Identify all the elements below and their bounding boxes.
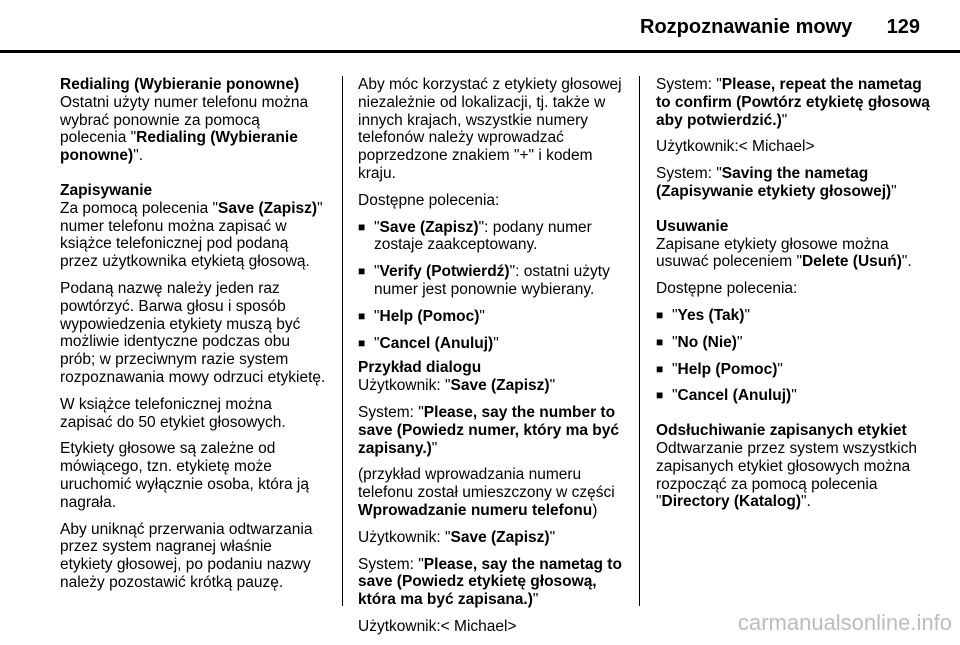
column-divider-2 (639, 76, 640, 606)
page-title: Rozpoznawanie mowy (640, 16, 853, 38)
list-item: ■ "Verify (Potwierdź)": ostatni użyty numer jest ponownie wybierany. (358, 263, 610, 298)
dialog-line: Użytkownik: "Save (Zapisz)" (358, 528, 556, 546)
save-heading: Zapisywanie (60, 181, 153, 199)
list-item: ■ "Save (Zapisz)": podany numer zostaje zaakceptowany. (358, 218, 592, 254)
watermark: carmanualsonline.info (737, 610, 952, 635)
column-divider-1 (342, 76, 343, 606)
example-heading: Przykład dialogu (358, 359, 482, 377)
listen-heading: Odsłuchiwanie zapisanych etykiet (656, 422, 907, 440)
column-2 (358, 76, 628, 645)
commands-label: Dostępne polecenia: (656, 280, 798, 298)
paragraph: Aby móc korzystać z etykiety głosowej niezależnie od lokalizacji, tj. także w innych krajach, wszystkie numery telefonów należy wprowadzać poprzedzone znakiem "+" i kodem kraju. (358, 76, 622, 182)
dialog-line: System: "Please, say the nametag to save (Powiedz etykietę głosową, która ma być zapisana.)" (358, 555, 622, 609)
bullet-icon: ■ (656, 334, 664, 349)
delete-heading: Usuwanie (656, 217, 729, 235)
redial-command: Redialing (Wybieranie ponowne) (60, 129, 298, 165)
column-3 (656, 76, 932, 520)
paragraph: Aby uniknąć przerwania odtwarzania przez system nagranej właśnie etykiety głosowej, po podaniu nazwy należy pozostawić krótką pauzę. (60, 520, 313, 591)
save-command: Save (Zapisz) (218, 199, 318, 217)
paragraph: Podaną nazwę należy jeden raz powtórzyć. Barwa głosu i sposób wypowiedzenia etykiety muszą być możliwie identyczne podczas obu prób; w przeciwnym razie system rozpoznawania mowy odrzuci etykietę. (60, 279, 326, 386)
dialog-note: (przykład wprowadzania numeru telefonu został umieszczony w części Wprowadzanie numeru telefonu) (358, 466, 615, 519)
dialog-example: Przykład dialogu Użytkownik: "Save (Zapisz)" (358, 359, 628, 395)
list-item: ■ "Yes (Tak)" (656, 306, 750, 324)
redial-text: Ostatni użyty numer telefonu można wybrać ponownie za pomocą polecenia " (60, 93, 309, 147)
dialog-line: Użytkownik:< Michael> (656, 138, 815, 156)
header-rule (0, 50, 960, 53)
bullet-icon: ■ (656, 361, 664, 376)
column-1 (60, 76, 328, 601)
bullet-icon: ■ (358, 308, 366, 323)
delete-command: Delete (Usuń) (801, 253, 902, 271)
directory-command: Directory (Katalog) (661, 493, 802, 511)
list-item: ■ "Help (Pomoc)" (358, 307, 485, 325)
list-item: ■ "No (Nie)" (656, 333, 743, 351)
dialog-line: System: "Please, say the number to save (Powiedz numer, który ma być zapisany.)" (358, 403, 620, 457)
list-item: ■ "Cancel (Anuluj)" (358, 334, 499, 352)
commands-label: Dostępne polecenia: (358, 191, 500, 209)
bullet-icon: ■ (358, 219, 366, 234)
list-item: ■ "Cancel (Anuluj)" (656, 387, 797, 405)
dialog-line: System: "Saving the nametag (Zapisywanie etykiety głosowej)" (656, 165, 897, 200)
bullet-icon: ■ (358, 264, 366, 279)
bullet-icon: ■ (656, 307, 664, 322)
paragraph: W książce telefonicznej można zapisać do 50 etykiet głosowych. (60, 395, 286, 431)
paragraph: Etykiety głosowe są zależne od mówiącego, tzn. etykietę może uruchomić wyłącznie osoba, która ją nagrała. (60, 440, 309, 511)
redial-section: Redialing (Wybieranie ponowne) Ostatni użyty numer telefonu można wybrać ponownie za pomocą polecenia "Redialing (Wybieranie ponowne)". (60, 76, 328, 165)
listen-section: Odsłuchiwanie zapisanych etykiet Odtwarzanie przez system wszystkich zapisanych etykiet głosowych można rozpocząć za pomocą polecenia "Directory (Katalog)". (656, 422, 932, 511)
delete-section: Usuwanie Zapisane etykiety głosowe można usuwać poleceniem "Delete (Usuń)". (656, 218, 932, 271)
dialog-line: Użytkownik:< Michael> (358, 617, 517, 635)
save-section: Zapisywanie Za pomocą polecenia "Save (Zapisz)" numer telefonu można zapisać w książce telefonicznej pod podaną przez użytkownika etykietą głosową. (60, 182, 328, 271)
bullet-icon: ■ (656, 388, 664, 403)
page-number: 129 (886, 16, 920, 38)
bullet-icon: ■ (358, 335, 366, 350)
list-item: ■ "Help (Pomoc)" (656, 360, 783, 378)
redial-heading: Redialing (Wybieranie ponowne) (60, 76, 300, 93)
dialog-line: System: "Please, repeat the nametag to confirm (Powtórz etykietę głosową aby potwierdzić.)" (656, 76, 930, 129)
